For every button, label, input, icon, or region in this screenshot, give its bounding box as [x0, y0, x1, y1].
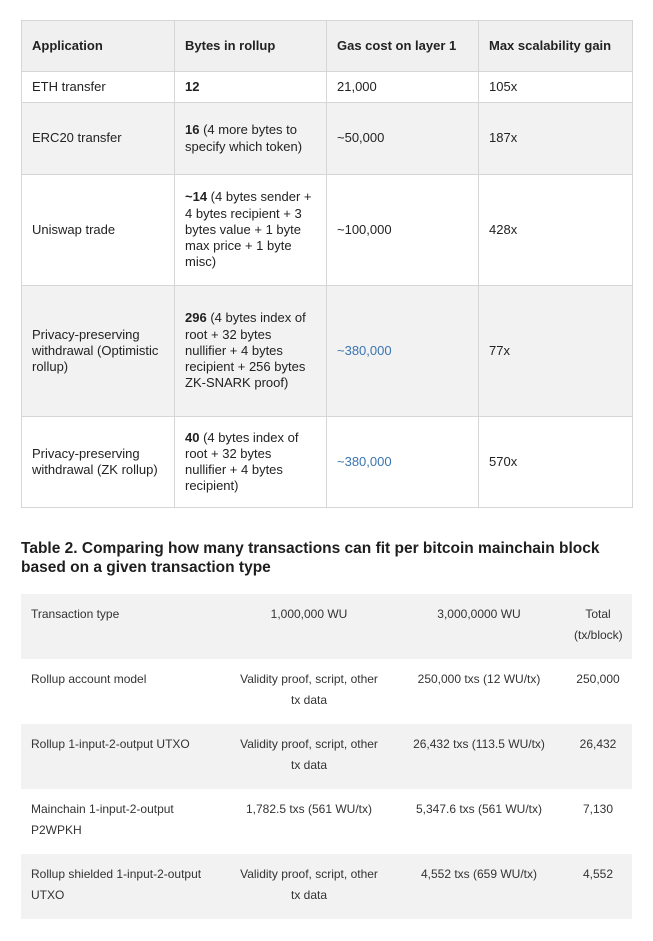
application-cell: Privacy-preserving withdrawal (Optimistic rollup) — [22, 286, 175, 417]
gas-cell: ~100,000 — [327, 175, 479, 286]
bytes-cell — [175, 72, 327, 103]
wu3-cell: 250,000 txs (12 WU/tx) — [417, 672, 541, 686]
gain-cell: 187x — [479, 103, 633, 175]
gas-cell: ~380,000 — [327, 286, 479, 417]
table2-header-type: Transaction type — [21, 594, 224, 659]
table1-header-bytes: Bytes in rollup — [175, 21, 327, 72]
total-cell: 26,432 — [564, 724, 632, 789]
gas-cell: 21,000 — [327, 72, 479, 103]
bytes-value: ~14 — [185, 189, 208, 205]
table-row — [21, 854, 632, 919]
table-row — [22, 103, 633, 175]
bytes-cell — [175, 417, 327, 508]
table-row — [21, 789, 632, 854]
bytes-detail: (4 more bytes to specify which token) — [185, 122, 303, 154]
bytes-cell — [175, 286, 327, 417]
application-cell: Privacy-preserving withdrawal (ZK rollup) — [22, 417, 175, 508]
application-cell: ETH transfer — [22, 72, 175, 103]
total-cell: 4,552 — [564, 854, 632, 919]
table-row — [22, 72, 633, 103]
tx-type-cell: Mainchain 1-input-2-output P2WPKH — [31, 802, 174, 837]
table1-header-row — [22, 21, 633, 72]
table-row — [21, 659, 632, 724]
wu1-cell: 1,782.5 txs (561 WU/tx) — [245, 802, 373, 816]
table1-header-application: Application — [22, 21, 175, 72]
bytes-value: 12 — [185, 78, 200, 94]
table2-caption: Table 2. Comparing how many transactions can fit per bitcoin mainchain block based on a given transaction type — [21, 540, 600, 576]
rollup-scalability-table — [21, 20, 633, 508]
tx-type-cell: Rollup 1-input-2-output UTXO — [21, 724, 224, 789]
bitcoin-tx-per-block-table — [21, 594, 632, 919]
wu3-cell: 4,552 txs (659 WU/tx) — [394, 854, 564, 919]
gas-cell: ~50,000 — [327, 103, 479, 175]
gain-cell: 428x — [479, 175, 633, 286]
wu1-cell: Validity proof, script, other tx data — [240, 672, 378, 707]
tx-type-cell: Rollup shielded 1-input-2-output UTXO — [21, 854, 224, 919]
bytes-cell — [175, 103, 327, 175]
table2-header-row — [21, 594, 632, 659]
application-cell: ERC20 transfer — [22, 103, 175, 175]
gain-cell: 77x — [479, 286, 633, 417]
gain-cell: 570x — [479, 417, 633, 508]
application-cell: Uniswap trade — [22, 175, 175, 286]
bytes-value: 40 — [185, 429, 200, 445]
table-row — [22, 417, 633, 508]
wu3-cell: 5,347.6 txs (561 WU/tx) — [415, 802, 543, 816]
table1-header-gas: Gas cost on layer 1 — [327, 21, 479, 72]
table2-header-3m-wu: 3,000,0000 WU — [394, 594, 564, 659]
table-row — [22, 175, 633, 286]
table2-header-total: Total (tx/block) — [564, 594, 632, 659]
table1-header-gain: Max scalability gain — [479, 21, 633, 72]
bytes-cell — [175, 175, 327, 286]
wu1-cell: Validity proof, script, other tx data — [224, 854, 394, 919]
bytes-detail: (4 bytes sender + 4 bytes recipient + 3 bytes value + 1 byte max price + 1 byte misc) — [185, 189, 312, 270]
bytes-value: 16 — [185, 122, 200, 138]
wu3-cell: 26,432 txs (113.5 WU/tx) — [394, 724, 564, 789]
table-row — [22, 286, 633, 417]
bytes-detail: (4 bytes index of root + 32 bytes nullifier + 4 bytes recipient + 256 bytes ZK-SNARK proof) — [185, 310, 306, 391]
tx-type-cell: Rollup account model — [31, 672, 147, 686]
table-row — [21, 724, 632, 789]
total-cell: 7,130 — [582, 802, 614, 816]
total-cell: 250,000 — [576, 672, 620, 686]
wu1-cell: Validity proof, script, other tx data — [224, 724, 394, 789]
table2-header-1m-wu: 1,000,000 WU — [224, 594, 394, 659]
bytes-detail: (4 bytes index of root + 32 bytes nullifier + 4 bytes recipient) — [185, 429, 299, 494]
gas-cell: ~380,000 — [327, 417, 479, 508]
bytes-value: 296 — [185, 310, 207, 326]
gain-cell: 105x — [479, 72, 633, 103]
